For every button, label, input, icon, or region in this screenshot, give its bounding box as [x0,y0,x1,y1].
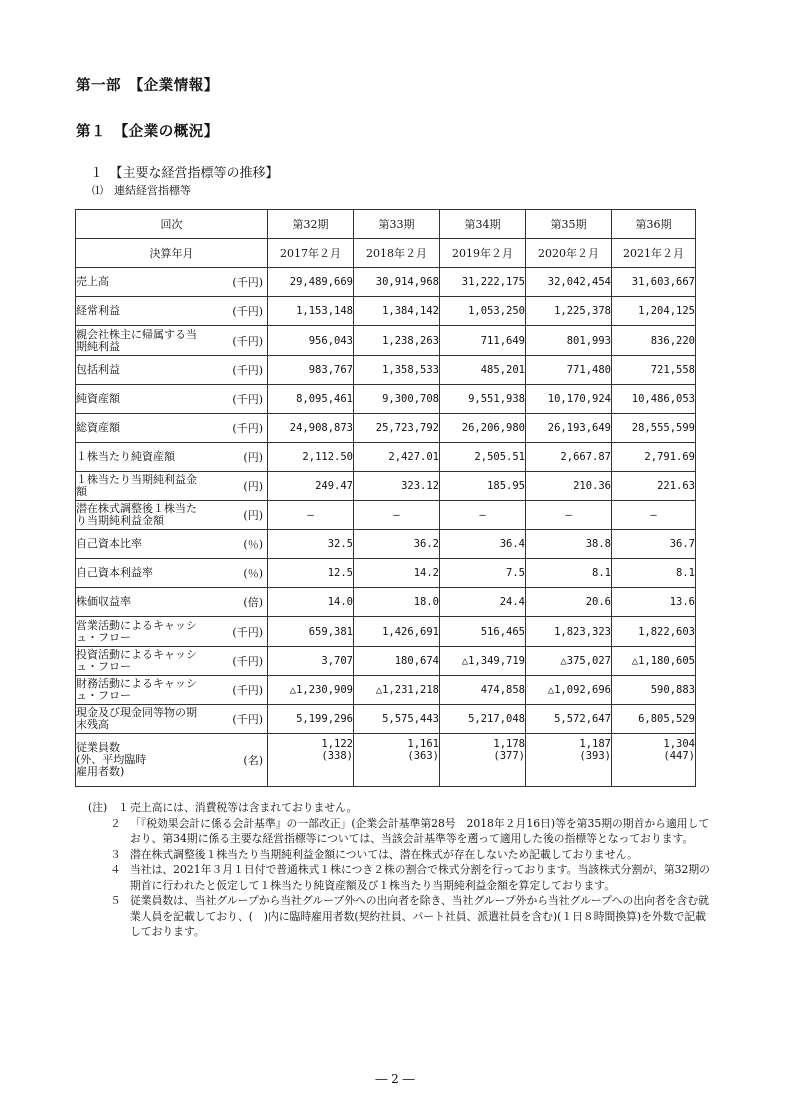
row-label-cell [76,734,268,787]
note-item [90,847,710,863]
value-cell: 24.4 [440,588,526,617]
value-cell: 2,112.50 [268,443,354,472]
value-cell: 721,558 [612,356,696,385]
row-label-line: 雇用者数) [76,765,125,778]
value-cell: 1,384,142 [354,297,440,326]
row-label: 純資産額 [76,392,120,405]
value-cell: 1,204,125 [612,297,696,326]
value-cell: △1,092,696 [526,676,612,705]
table-row [76,268,696,297]
table-row [76,617,696,647]
table-row [76,326,696,356]
table-row [76,705,696,734]
value-cell: 249.47 [268,472,354,501]
row-unit: (千円) [232,655,263,668]
employee-count: 1,178 [493,738,525,750]
value-cell: 8,095,461 [268,385,354,414]
page-number: ― 2 ― [375,1072,415,1086]
period-header: 第32期 [268,210,354,239]
row-label-cell [76,414,268,443]
header-label-periods: 回次 [76,210,268,239]
value-cell: 2,791.69 [612,443,696,472]
part-title: 第一部 【企業情報】 [76,78,219,94]
row-unit: (千円) [232,684,263,697]
value-cell: 26,193,649 [526,414,612,443]
temp-employee-count: (338) [321,750,353,762]
note-text: 潜在株式調整後１株当たり当期純利益金額については、潜在株式が存在しないため記載しておりません。 [130,847,638,861]
header-row-periods [76,210,696,239]
row-unit: (千円) [232,334,263,348]
value-cell: 9,300,708 [354,385,440,414]
row-label-cell [76,472,268,501]
period-header: 第36期 [612,210,696,239]
row-unit: (円) [243,509,263,522]
value-cell: 711,649 [440,326,526,356]
value-cell: △375,027 [526,647,612,676]
value-cell: 1,238,263 [354,326,440,356]
row-label-cell [76,326,268,356]
subsection-title: １ 【主要な経営指標等の推移】 [90,166,279,181]
value-cell: 10,170,924 [526,385,612,414]
header-label-dates: 決算年月 [76,239,268,268]
row-label-cell [76,676,268,705]
row-unit: (千円) [232,393,263,406]
table-caption: ⑴ 連結経営指標等 [92,184,191,197]
value-cell: 836,220 [612,326,696,356]
table-row [76,559,696,588]
value-cell: 14.0 [268,588,354,617]
value-cell: 2,427.01 [354,443,440,472]
period-header: 第35期 [526,210,612,239]
value-cell: 29,489,669 [268,268,354,297]
value-cell: 1,153,148 [268,297,354,326]
row-label: 売上高 [76,275,109,288]
note-item [90,800,710,816]
value-cell: 32,042,454 [526,268,612,297]
value-cell: 8.1 [612,559,696,588]
table-row [76,356,696,385]
row-label-cell [76,559,268,588]
value-cell: 185.95 [440,472,526,501]
table-row [76,385,696,414]
row-label-line: (外、平均臨時 [76,753,147,766]
value-cell: △1,180,605 [612,647,696,676]
table-row [76,676,696,705]
row-label-cell [76,297,268,326]
row-label-cell [76,501,268,530]
value-cell: 14.2 [354,559,440,588]
value-cell: 6,805,529 [612,705,696,734]
row-label: 営業活動によるキャッシュ・フロー [76,618,197,644]
financial-indicators-table [75,209,696,787]
note-text: 売上高には、消費税等は含まれておりません。 [130,801,358,814]
value-cell: 983,767 [268,356,354,385]
row-label: 潜在株式調整後１株当たり当期純利益金額 [76,502,197,527]
value-cell: 5,575,443 [354,705,440,734]
value-cell: 485,201 [440,356,526,385]
value-cell: ― [440,501,526,530]
note-item [90,862,710,893]
note-number: ５ [110,894,121,907]
row-label: 包括利益 [76,363,120,376]
note-number: ２ [110,816,121,830]
value-cell: ― [526,501,612,530]
temp-employee-count: (393) [579,750,611,762]
row-label: 自己資本比率 [76,537,142,550]
row-unit: (千円) [232,276,263,289]
table-row [76,472,696,501]
row-unit: (倍) [243,596,263,609]
employee-count: 1,187 [579,738,611,750]
row-label-cell [76,530,268,559]
note-item [90,893,710,940]
row-label [76,742,146,778]
table-row [76,588,696,617]
value-cell [354,734,440,787]
row-label: 親会社株主に帰属する当期純利益 [76,327,197,353]
row-label: 経常利益 [76,304,120,317]
value-cell: 8.1 [526,559,612,588]
value-cell: 28,555,599 [612,414,696,443]
value-cell: 659,381 [268,617,354,647]
value-cell: 9,551,938 [440,385,526,414]
value-cell: 2,667.87 [526,443,612,472]
date-header: 2021年２月 [612,239,696,268]
header-row-dates [76,239,696,268]
value-cell: 26,206,980 [440,414,526,443]
row-unit: (名) [243,754,263,767]
date-header: 2018年２月 [354,239,440,268]
value-cell: 12.5 [268,559,354,588]
row-label: 総資産額 [76,421,120,434]
value-cell: 801,993 [526,326,612,356]
section-title: 第１ 【企業の概況】 [76,124,219,140]
value-cell: 38.8 [526,530,612,559]
value-cell: 25,723,792 [354,414,440,443]
value-cell: △1,349,719 [440,647,526,676]
value-cell: 24,908,873 [268,414,354,443]
value-cell: 32.5 [268,530,354,559]
row-unit: (％) [243,567,263,580]
row-unit: (円) [243,451,263,464]
row-label: 自己資本利益率 [76,566,153,579]
notes-prefix: (注) [88,801,108,814]
notes-section [90,800,710,940]
value-cell [440,734,526,787]
temp-employee-count: (363) [407,750,439,762]
date-header: 2017年２月 [268,239,354,268]
table-row [76,647,696,676]
temp-employee-count: (377) [493,750,525,762]
value-cell: 210.36 [526,472,612,501]
value-cell: 590,883 [612,676,696,705]
value-cell: ― [612,501,696,530]
note-number: ４ [110,863,121,876]
value-cell: △1,230,909 [268,676,354,705]
note-text: 「『税効果会計に係る会計基準』の一部改正」(企業会計基準第28号 2018年２月16日)等を第35期の期首から適用しており、第34期に係る主要な経営指標等については、当該会計基準等を遡って適用した後の指標等となっております。 [130,816,710,845]
row-unit: (千円) [232,422,263,435]
row-label-line: 従業員数 [76,741,120,754]
value-cell: 20.6 [526,588,612,617]
table-row [76,501,696,530]
employee-count: 1,304 [663,738,695,750]
value-cell: 18.0 [354,588,440,617]
employee-count: 1,161 [407,738,439,750]
value-cell: 516,465 [440,617,526,647]
value-cell: 2,505.51 [440,443,526,472]
row-label: １株当たり当期純利益金額 [76,473,197,498]
note-text: 当社は、2021年３月１日付で普通株式１株につき２株の割合で株式分割を行っております。当該株式分割が、第32期の期首に行われたと仮定して１株当たり純資産額及び１株当たり当期純利益金額を算定しております。 [130,863,710,892]
row-label: 株価収益率 [76,595,131,608]
row-label-cell [76,647,268,676]
row-label-cell [76,443,268,472]
value-cell: 36.4 [440,530,526,559]
table-row [76,443,696,472]
period-header: 第34期 [440,210,526,239]
value-cell [612,734,696,787]
value-cell: 323.12 [354,472,440,501]
note-text: 従業員数は、当社グループから当社グループ外への出向者を除き、当社グループ外から当社グループへの出向者を含む就業人員を記載しており、( )内に臨時雇用者数(契約社員、パート社員、派遣社員を含む)(１日８時間換算)を外数で記載しております。 [130,894,709,938]
value-cell: ― [354,501,440,530]
row-unit: (千円) [232,364,263,377]
value-cell: 13.6 [612,588,696,617]
value-cell: 30,914,968 [354,268,440,297]
value-cell: 221.63 [612,472,696,501]
value-cell: 1,426,691 [354,617,440,647]
row-label: 投資活動によるキャッシュ・フロー [76,648,197,673]
row-label-cell [76,356,268,385]
value-cell: △1,231,218 [354,676,440,705]
date-header: 2020年２月 [526,239,612,268]
value-cell [268,734,354,787]
row-label-cell [76,588,268,617]
value-cell: 1,822,603 [612,617,696,647]
value-cell: 5,199,296 [268,705,354,734]
row-label-cell [76,268,268,297]
note-item [90,816,710,847]
value-cell: 5,217,048 [440,705,526,734]
value-cell: 36.2 [354,530,440,559]
row-unit: (千円) [232,305,263,318]
value-cell: 3,707 [268,647,354,676]
value-cell: 1,053,250 [440,297,526,326]
value-cell: 1,225,378 [526,297,612,326]
value-cell: 5,572,647 [526,705,612,734]
value-cell: 7.5 [440,559,526,588]
value-cell: 1,358,533 [354,356,440,385]
value-cell: 180,674 [354,647,440,676]
value-cell: ― [268,501,354,530]
note-number: ３ [110,847,121,861]
value-cell [526,734,612,787]
table-row [76,530,696,559]
row-unit: (％) [243,538,263,551]
employee-count: 1,122 [321,738,353,750]
value-cell: 31,222,175 [440,268,526,297]
value-cell: 956,043 [268,326,354,356]
value-cell: 31,603,667 [612,268,696,297]
row-label: 財務活動によるキャッシュ・フロー [76,677,197,702]
table-row [76,414,696,443]
value-cell: 36.7 [612,530,696,559]
date-header: 2019年２月 [440,239,526,268]
note-number: １ [118,801,129,814]
value-cell: 1,823,323 [526,617,612,647]
row-label: １株当たり純資産額 [76,450,175,463]
period-header: 第33期 [354,210,440,239]
row-unit: (円) [243,480,263,493]
value-cell: 474,858 [440,676,526,705]
row-unit: (千円) [232,625,263,639]
value-cell: 771,480 [526,356,612,385]
row-unit: (千円) [232,713,263,726]
row-label-cell [76,385,268,414]
temp-employee-count: (447) [663,750,695,762]
table-row-employees [76,734,696,787]
table-row [76,297,696,326]
row-label: 現金及び現金同等物の期末残高 [76,706,197,731]
row-label-cell [76,617,268,647]
value-cell: 10,486,053 [612,385,696,414]
row-label-cell [76,705,268,734]
